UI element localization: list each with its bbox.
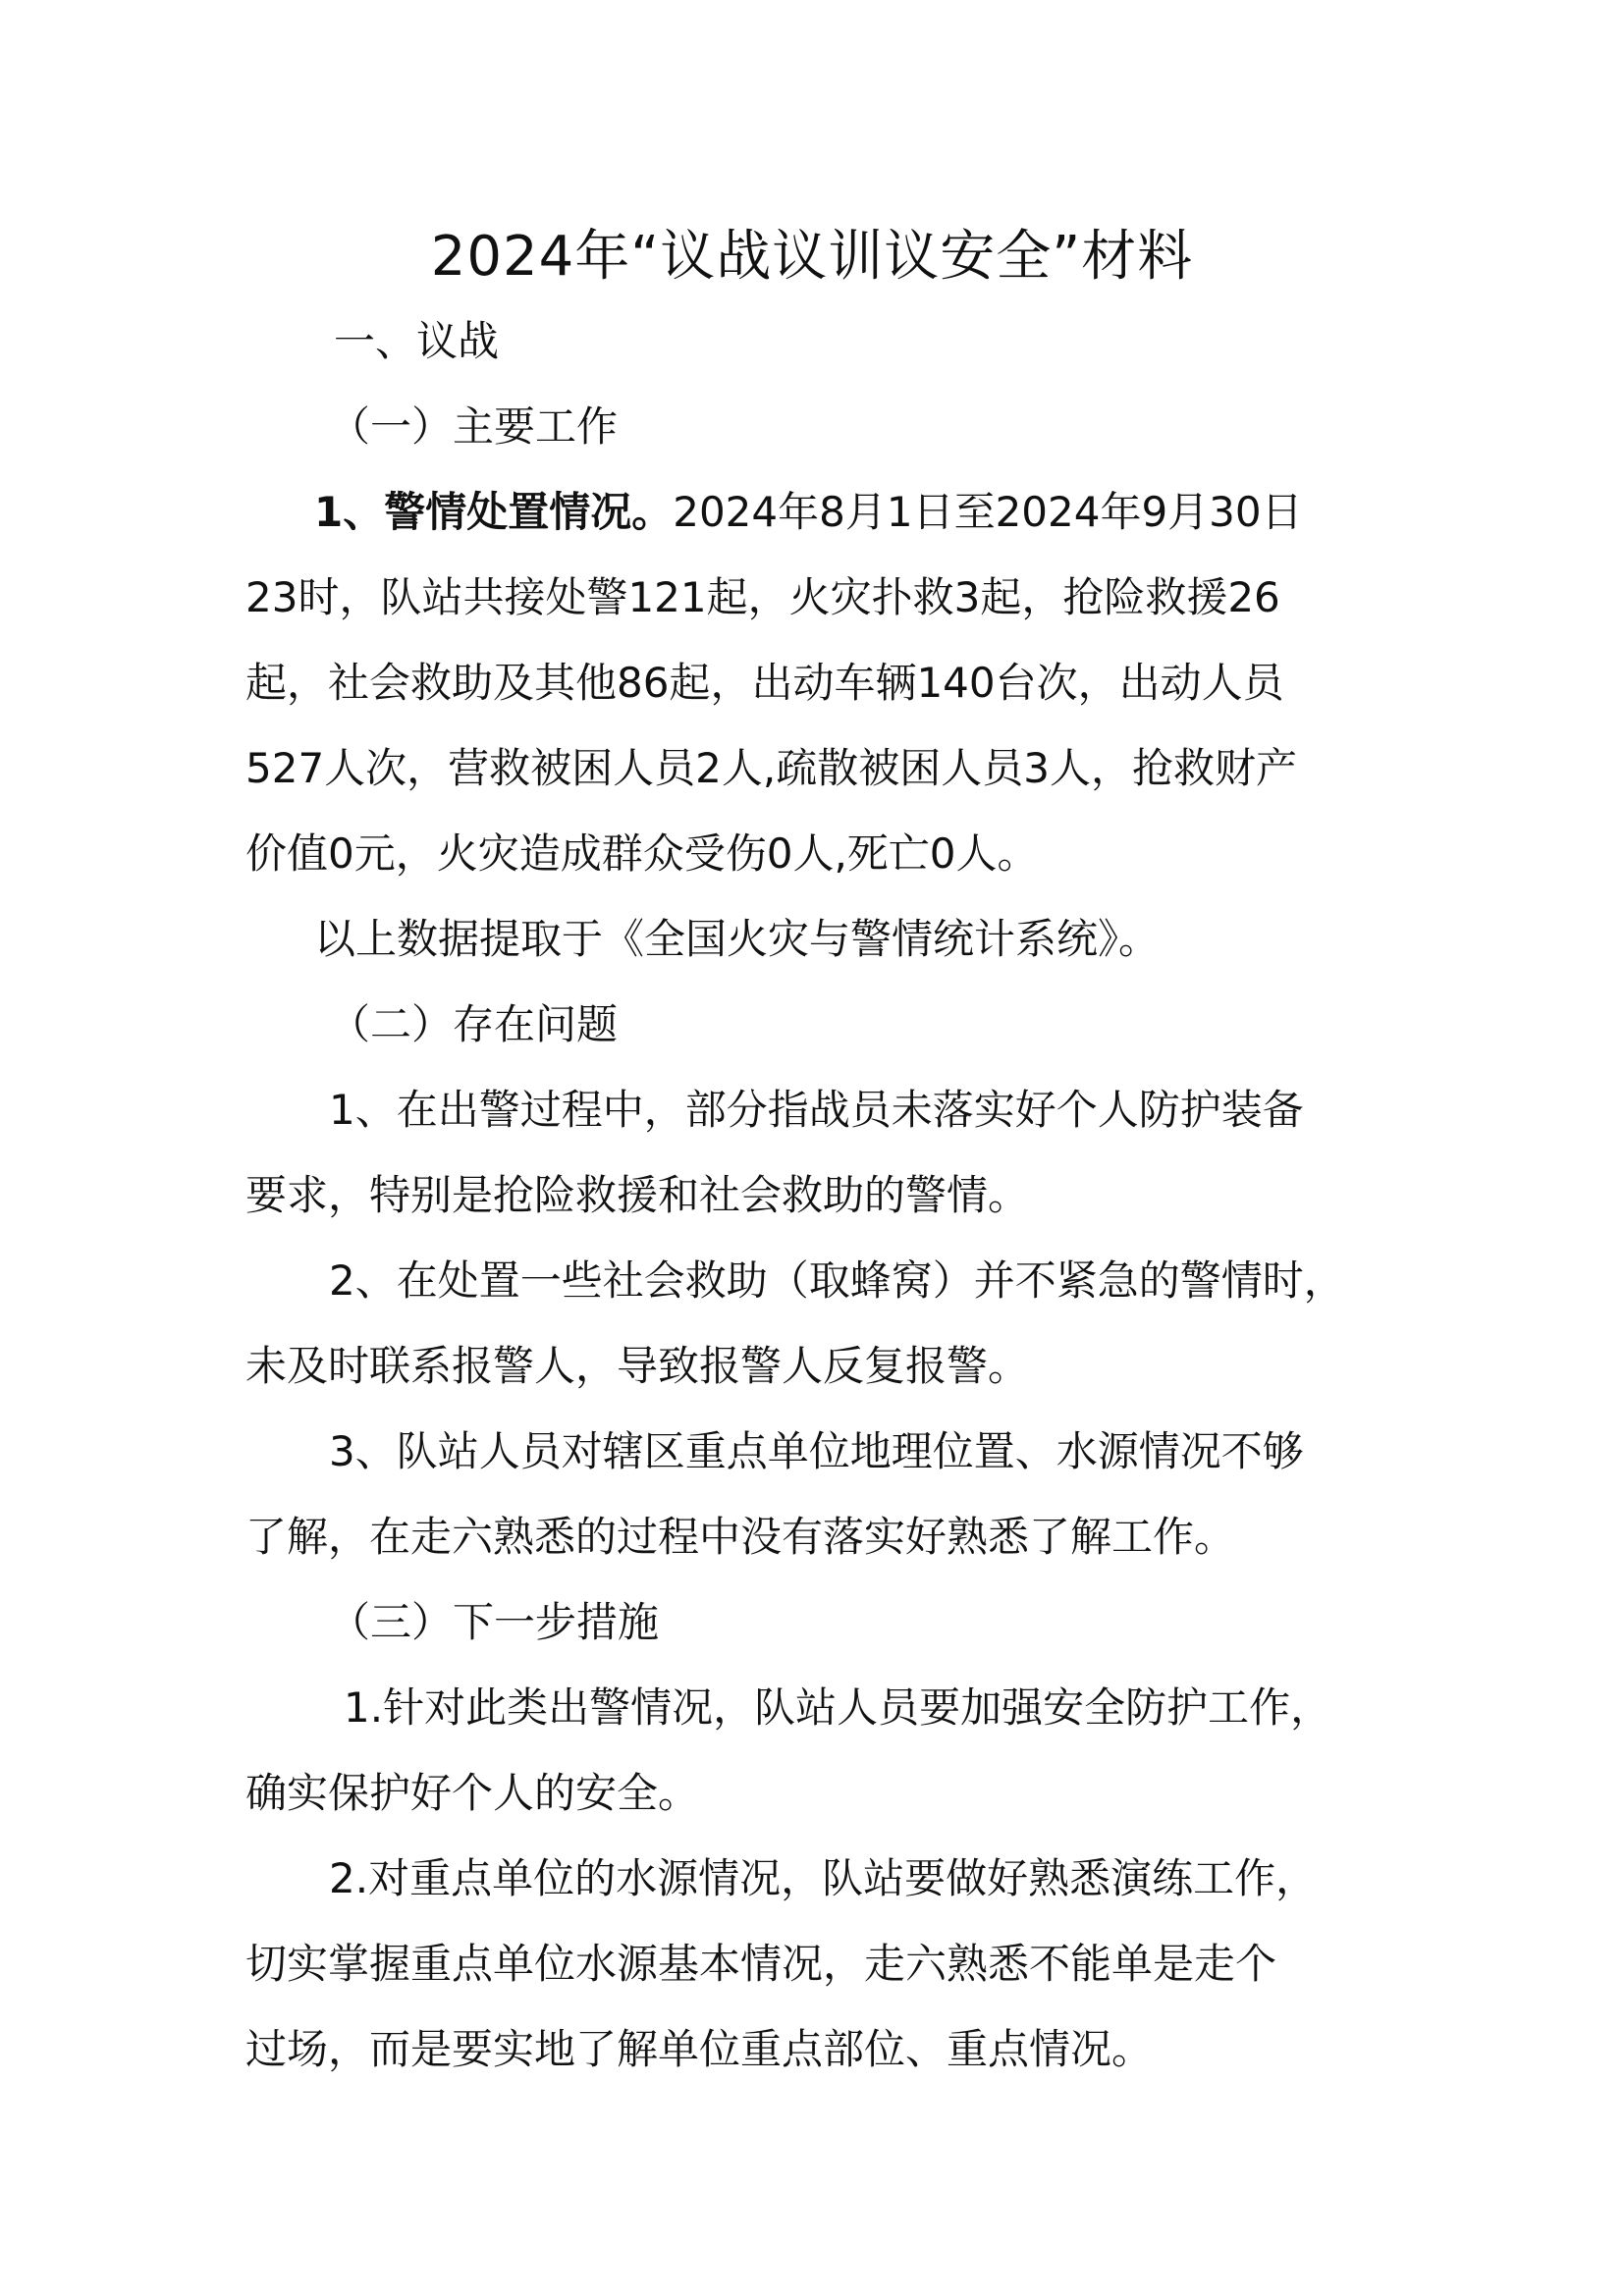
problem-line-1: 1、在出警过程中，部分指战员未落实好个人防护装备 xyxy=(329,1086,1304,1134)
incident-paragraph-line-2: 23时，队站共接处警121起，火灾扑救3起，抢险救援26 xyxy=(245,573,1280,621)
incident-text-line-1: 2024年8月1日至2024年9月30日 xyxy=(673,488,1303,536)
incident-paragraph-line-4: 527人次，营救被困人员2人,疏散被困人员3人，抢救财产 xyxy=(245,744,1297,792)
section-heading-yizhan: 一、议战 xyxy=(334,317,500,365)
document-title: 2024年“议战议训议安全”材料 xyxy=(430,225,1194,289)
problem-line-3: 2、在处置一些社会救助（取蜂窝）并不紧急的警情时， xyxy=(329,1256,1345,1305)
measure-line-5: 过场，而是要实地了解单位重点部位、重点情况。 xyxy=(245,2025,1154,2073)
problem-line-2: 要求，特别是抢险救援和社会救助的警情。 xyxy=(245,1171,1030,1219)
subsection-heading-main-work: （一）主要工作 xyxy=(329,402,619,451)
incident-paragraph-line-5: 价值0元，火灾造成群众受伤0人,死亡0人。 xyxy=(245,829,1039,878)
incident-heading: 1、警情处置情况。 xyxy=(314,488,674,536)
problem-line-4: 未及时联系报警人，导致报警人反复报警。 xyxy=(245,1342,1030,1390)
measure-line-3: 2.对重点单位的水源情况，队站要做好熟悉演练工作， xyxy=(329,1854,1318,1902)
measure-line-2: 确实保护好个人的安全。 xyxy=(245,1769,700,1817)
incident-paragraph-line-3: 起，社会救助及其他86起，出动车辆140台次，出动人员 xyxy=(245,659,1284,707)
measure-line-4: 切实掌握重点单位水源基本情况，走六熟悉不能单是走个 xyxy=(245,1940,1277,1988)
problem-line-6: 了解，在走六熟悉的过程中没有落实好熟悉了解工作。 xyxy=(245,1513,1236,1561)
incident-paragraph-line-1 xyxy=(314,483,1303,542)
subsection-heading-next-steps: （三）下一步措施 xyxy=(329,1598,660,1646)
data-source-note: 以上数据提取于《全国火灾与警情统计系统》。 xyxy=(314,915,1161,963)
measure-line-1: 1.针对此类出警情况，队站人员要加强安全防护工作， xyxy=(344,1683,1332,1732)
problem-line-5: 3、队站人员对辖区重点单位地理位置、水源情况不够 xyxy=(329,1427,1304,1475)
subsection-heading-problems: （二）存在问题 xyxy=(329,1000,619,1048)
